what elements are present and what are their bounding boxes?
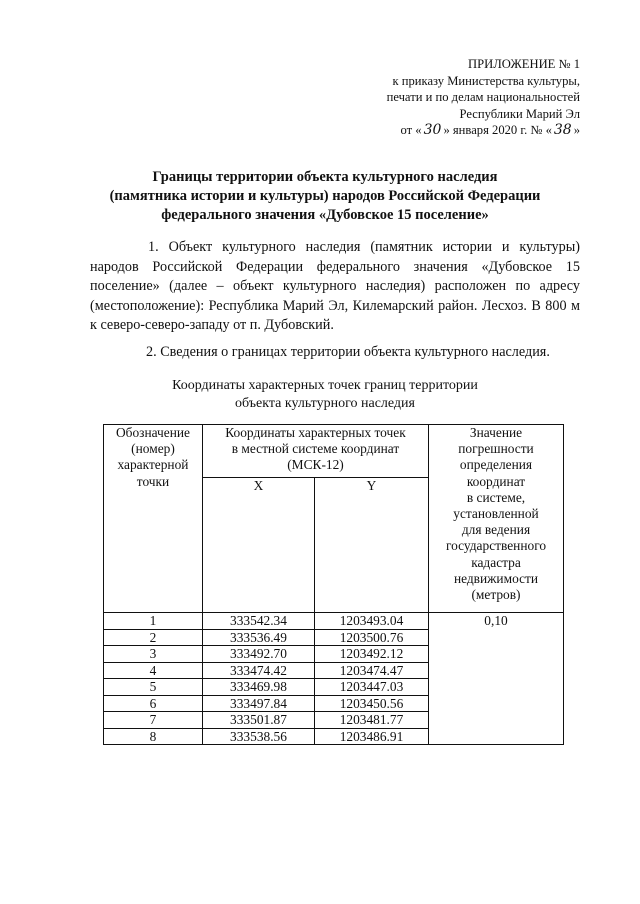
- point-number: 6: [104, 695, 203, 712]
- handwritten-day: 30: [423, 122, 442, 138]
- header-text: точки: [136, 473, 170, 489]
- date-prefix: от «: [400, 123, 422, 137]
- header-text: Обозначение: [116, 425, 190, 440]
- header-text: в системе,: [466, 489, 526, 505]
- point-number: 8: [104, 728, 203, 745]
- header-point: [104, 425, 203, 613]
- coord-y: 1203447.03: [315, 679, 429, 696]
- annex-title: ПРИЛОЖЕНИЕ № 1: [468, 57, 580, 71]
- coord-x: 333474.42: [203, 662, 315, 679]
- header-text: в местной системе координат: [231, 441, 400, 457]
- point-number: 1: [104, 613, 203, 630]
- title-line: федерального значения «Дубовское 15 поселение»: [161, 207, 489, 223]
- header-text: определения: [459, 457, 533, 473]
- coord-y: 1203493.04: [315, 613, 429, 630]
- paragraph-1-first-line: 1. Объект культурного наследия (памятник истории и культуры): [148, 239, 580, 255]
- point-number: 3: [104, 646, 203, 663]
- date-middle: » января 2020 г. № «: [443, 123, 552, 137]
- paragraph-1: [90, 238, 580, 336]
- coord-y: 1203492.12: [315, 646, 429, 663]
- header-error: [429, 425, 564, 613]
- header-x: X: [203, 478, 315, 613]
- header-text: характерной: [117, 457, 189, 473]
- annex-line: к приказу Министерства культуры,: [392, 73, 580, 88]
- coord-x: 333536.49: [203, 629, 315, 646]
- header-text: Значение: [469, 425, 523, 440]
- coord-x: 333497.84: [203, 695, 315, 712]
- coord-y: 1203450.56: [315, 695, 429, 712]
- annex-header: [330, 56, 580, 139]
- table-row: [104, 613, 564, 630]
- point-number: 5: [104, 679, 203, 696]
- coord-x: 333538.56: [203, 728, 315, 745]
- header-text: недвижимости: [453, 570, 539, 586]
- document-title: [95, 168, 555, 225]
- coordinates-table: [103, 424, 564, 745]
- coord-y: 1203481.77: [315, 712, 429, 729]
- coord-y: 1203486.91: [315, 728, 429, 745]
- handwritten-number: 38: [553, 122, 572, 138]
- header-text: погрешности: [458, 441, 534, 457]
- table-caption: [160, 377, 490, 413]
- coord-x: 333542.34: [203, 613, 315, 630]
- header-text: (метров): [471, 587, 521, 603]
- header-text: для ведения: [461, 522, 531, 538]
- paragraph-2: 2. Сведения о границах территории объекта культурного наследия.: [146, 344, 550, 360]
- header-text: установленной: [453, 506, 539, 522]
- coord-x: 333469.98: [203, 679, 315, 696]
- point-number: 4: [104, 662, 203, 679]
- annex-line: печати и по делам национальностей: [386, 90, 580, 104]
- coord-y: 1203474.47: [315, 662, 429, 679]
- header-text: государственного: [445, 538, 547, 554]
- point-number: 7: [104, 712, 203, 729]
- title-line: Границы территории объекта культурного наследия: [152, 169, 498, 185]
- header-text: Координаты характерных точек: [225, 425, 406, 440]
- point-number: 2: [104, 629, 203, 646]
- header-coordinates: [203, 425, 429, 478]
- paragraph-1-body: народов Российской Федерации федерального значения «Дубовское 15 поселение» (далее – объект культурного наследия) расположен по адресу (местоположение): Республика Марий Эл, Килемарский район. Лесхоз. В 800 м к северо-северо-западу от п. Дубовский.: [90, 258, 580, 333]
- annex-line: Республики Марий Эл: [459, 106, 580, 121]
- coord-x: 333501.87: [203, 712, 315, 729]
- header-text: (номер): [131, 441, 175, 457]
- header-text: координат: [466, 473, 526, 489]
- header-text: (МСК-12): [287, 457, 344, 473]
- date-suffix: »: [573, 123, 580, 137]
- header-text: кадастра: [471, 554, 521, 570]
- header-y: Y: [315, 478, 429, 613]
- caption-line: Координаты характерных точек границ территории: [172, 378, 478, 393]
- coord-y: 1203500.76: [315, 629, 429, 646]
- coord-x: 333492.70: [203, 646, 315, 663]
- annex-date-line: [330, 122, 580, 139]
- caption-line: объекта культурного наследия: [235, 396, 415, 411]
- error-value: 0,10: [429, 613, 564, 745]
- title-line: (памятника истории и культуры) народов Российской Федерации: [109, 188, 541, 204]
